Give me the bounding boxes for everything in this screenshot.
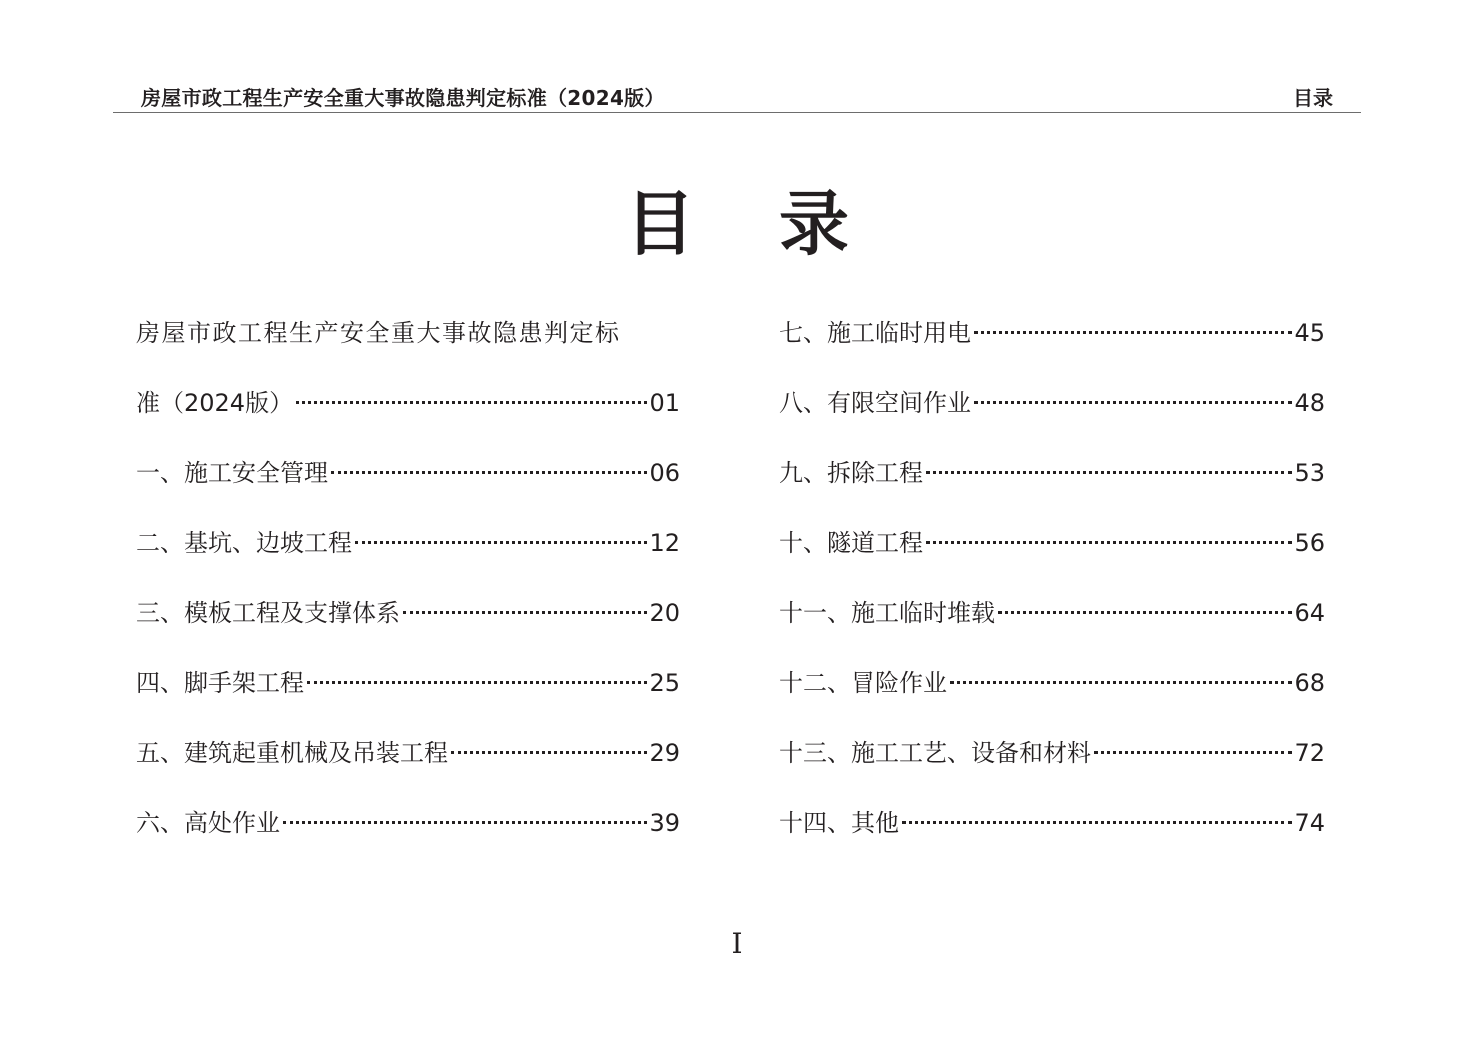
toc-entry-page: 25: [649, 669, 680, 697]
toc-entry-page: 06: [649, 459, 680, 487]
dot-leader: [1094, 751, 1292, 754]
toc-entry-title: 十二、冒险作业: [779, 669, 947, 697]
toc-entry-page: 01: [649, 389, 680, 417]
toc-entry-title: 十、隧道工程: [779, 529, 923, 557]
toc-entry-title: 四、脚手架工程: [136, 669, 304, 697]
dot-leader: [331, 471, 647, 474]
toc-entry[interactable]: [779, 594, 1325, 664]
toc-entry-title: 准（2024版）: [136, 389, 294, 417]
toc-entry-page: 29: [649, 739, 680, 767]
toc-entry-title: 六、高处作业: [136, 809, 280, 837]
dot-leader: [296, 401, 647, 404]
toc-entry-title: 七、施工临时用电: [779, 319, 971, 347]
dot-leader: [307, 681, 647, 684]
toc-entry[interactable]: [779, 524, 1325, 594]
toc-entry-title: 十一、施工临时堆载: [779, 599, 995, 627]
toc-entry[interactable]: [136, 314, 680, 384]
toc-entry-page: 20: [649, 599, 680, 627]
toc-entry-page: 64: [1294, 599, 1325, 627]
dot-leader: [355, 541, 647, 544]
toc-entry-title: 三、模板工程及支撑体系: [136, 599, 400, 627]
toc-entry[interactable]: [136, 594, 680, 664]
toc-entry[interactable]: [779, 384, 1325, 454]
section-label: 目录: [1293, 86, 1333, 110]
toc-entry[interactable]: [136, 524, 680, 594]
running-header: [113, 78, 1361, 113]
toc-entry[interactable]: [136, 454, 680, 524]
toc-entry-page: 39: [649, 809, 680, 837]
document-title: 房屋市政工程生产安全重大事故隐患判定标准（2024版）: [141, 86, 665, 110]
toc-entry-title: 房屋市政工程生产安全重大事故隐患判定标: [136, 319, 621, 347]
toc-entry[interactable]: [779, 804, 1325, 874]
toc-entry-title: 五、建筑起重机械及吊装工程: [136, 739, 448, 767]
toc-entry[interactable]: [779, 454, 1325, 524]
toc-entry[interactable]: [136, 734, 680, 804]
dot-leader: [283, 821, 647, 824]
dot-leader: [926, 471, 1292, 474]
toc-entry[interactable]: [136, 664, 680, 734]
dot-leader: [902, 821, 1292, 824]
page-number: I: [731, 927, 743, 960]
toc-entry-page: 45: [1294, 319, 1325, 347]
toc-entry-title: 九、拆除工程: [779, 459, 923, 487]
toc-entry-page: 53: [1294, 459, 1325, 487]
toc-entry-page: 56: [1294, 529, 1325, 557]
toc-entry-page: 48: [1294, 389, 1325, 417]
toc-entry[interactable]: [779, 734, 1325, 804]
toc-entry-title: 八、有限空间作业: [779, 389, 971, 417]
toc-entry-page: 72: [1294, 739, 1325, 767]
toc-entry-title: 一、施工安全管理: [136, 459, 328, 487]
toc-column-right: [779, 314, 1325, 874]
toc-entry[interactable]: [136, 804, 680, 874]
dot-leader: [950, 681, 1292, 684]
toc-title: 目录: [625, 183, 933, 265]
toc-entry-page: 74: [1294, 809, 1325, 837]
dot-leader: [998, 611, 1292, 614]
dot-leader: [403, 611, 647, 614]
dot-leader: [451, 751, 647, 754]
toc-entry-title: 二、基坑、边坡工程: [136, 529, 352, 557]
toc-entry[interactable]: [136, 384, 680, 454]
toc-entry-page: 12: [649, 529, 680, 557]
toc-entry[interactable]: [779, 314, 1325, 384]
toc-entry-title: 十四、其他: [779, 809, 899, 837]
dot-leader: [974, 331, 1292, 334]
toc-entry[interactable]: [779, 664, 1325, 734]
toc-entry-page: 68: [1294, 669, 1325, 697]
toc-entry-title: 十三、施工工艺、设备和材料: [779, 739, 1091, 767]
toc-column-left: [136, 314, 680, 874]
dot-leader: [974, 401, 1292, 404]
dot-leader: [926, 541, 1292, 544]
